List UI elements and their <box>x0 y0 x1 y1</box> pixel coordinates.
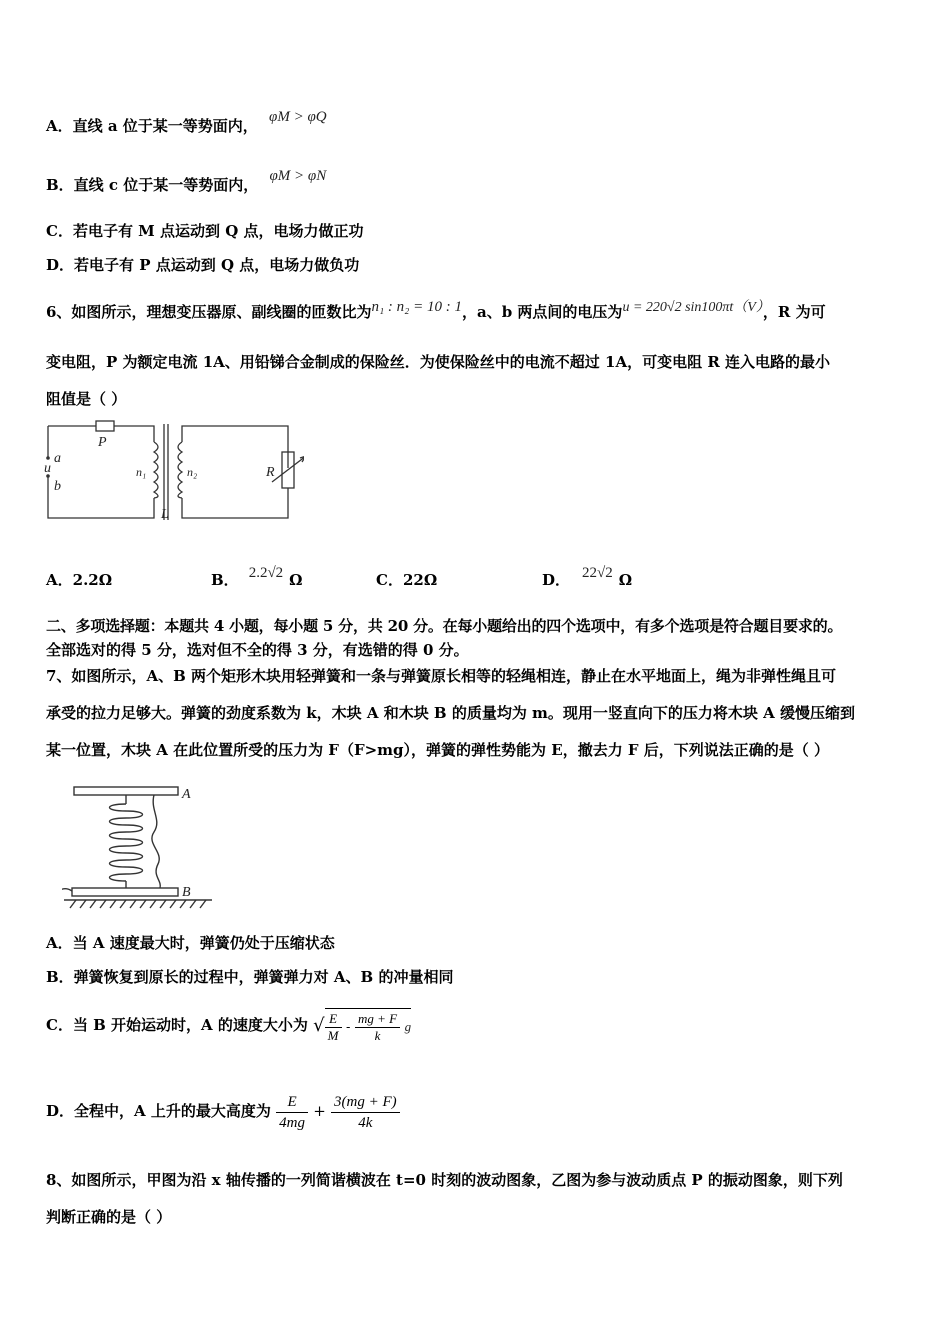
q8-line-1: 8、如图所示，甲图为沿 x 轴传播的一列简谐横波在 t=0 时刻的波动图象，乙图为参与波动质点 P 的振动图象，则下列 <box>46 1171 843 1189</box>
label-block-b: B <box>182 885 191 900</box>
label-block-a: A <box>182 787 191 802</box>
section2-line-1: 二、多项选择题：本题共 4 小题，每小题 5 分，共 20 分。在每小题给出的四个选项中，有多个选项是符合题目要求的。 <box>46 617 843 635</box>
q7-line-1: 7、如图所示，A、B 两个矩形木块用轻弹簧和一条与弹簧原长相等的轻绳相连，静止在水平地面上，绳为非弹性绳且可 <box>46 667 836 685</box>
label-u: u <box>44 461 51 476</box>
q6-line-3: 阻值是（ ） <box>46 390 127 408</box>
sqrt-sign: √ <box>313 1015 325 1036</box>
q7-line-2: 承受的拉力足够大。弹簧的劲度系数为 k，木块 A 和木块 B 的质量均为 m。现用一竖直向下的压力将木块 A 缓慢压缩到 <box>46 704 856 722</box>
q7-option-d: D．全程中，A 上升的最大高度为 $\frac{E}{4mg}$ + $\frac{3(mg + F)}{4k}$ <box>46 1086 400 1136</box>
q7-option-c-formula: $\frac{E}{M}$ - $\frac{mg + F}{k}$ g <box>325 1008 411 1044</box>
q7-spring-figure <box>62 780 222 918</box>
q5-option-a: A．直线 a 位于某一等势面内， φM > φQ <box>46 109 327 135</box>
q6-option-c: C．22Ω <box>376 571 438 589</box>
section2-line-2: 全部选对的得 5 分，选对但不全的得 3 分，有选错的得 0 分。 <box>46 641 469 659</box>
q7-option-c: C．当 B 开始运动时，A 的速度大小为 √ $\frac{E}{M}$ - $\frac{mg + F}{k}$ g <box>46 1002 411 1048</box>
label-a: a <box>54 451 61 466</box>
q5-option-d: D．若电子有 P 点运动到 Q 点，电场力做负功 <box>46 256 360 274</box>
q8-line-2: 判断正确的是（ ） <box>46 1208 172 1226</box>
label-r: R <box>266 465 275 480</box>
q6-option-a: A．2.2Ω <box>46 571 113 589</box>
label-b: b <box>54 479 61 494</box>
q5-option-b-math: φM > φN <box>269 168 327 184</box>
q5-option-a-math: φM > φQ <box>269 109 327 125</box>
label-n2: n₂ <box>187 465 198 479</box>
q7-line-3: 某一位置，木块 A 在此位置所受的压力为 F（F>mg），弹簧的弹性势能为 E，撤去力 F 后，下列说法正确的是（ ） <box>46 741 830 759</box>
q6-voltage: u = 220√2 sin100πt（V） <box>622 300 763 315</box>
q7-option-b: B．弹簧恢复到原长的过程中，弹簧弹力对 A、B 的冲量相同 <box>46 968 454 986</box>
label-p: P <box>98 435 107 450</box>
fuse-p <box>96 421 114 431</box>
q6-transformer-figure <box>44 418 304 526</box>
label-n1: n₁ <box>136 465 147 479</box>
q6-line-1: 6、如图所示，理想变压器原、副线圈的匝数比为n₁ : n₂ = 10 : 1，a、b 两点间的电压为u = 220√2 sin100πt（V），R 为可 <box>46 299 826 321</box>
q6-option-d: D． 22√2 Ω <box>542 565 633 589</box>
label-l: L <box>161 507 169 522</box>
q6-option-b: B． 2.2√2 Ω <box>211 565 303 589</box>
q6-ratio: n₁ : n₂ = 10 : 1 <box>371 299 462 315</box>
q5-option-b: B．直线 c 位于某一等势面内， φM > φN <box>46 168 327 194</box>
q7-option-a: A．当 A 速度最大时，弹簧仍处于压缩状态 <box>46 934 335 952</box>
q5-option-c: C．若电子有 M 点运动到 Q 点，电场力做正功 <box>46 222 364 240</box>
q6-line-2: 变电阻，P 为额定电流 1A、用铅锑合金制成的保险丝．为使保险丝中的电流不超过 1A，可变电阻 R 连入电路的最小 <box>46 353 831 371</box>
